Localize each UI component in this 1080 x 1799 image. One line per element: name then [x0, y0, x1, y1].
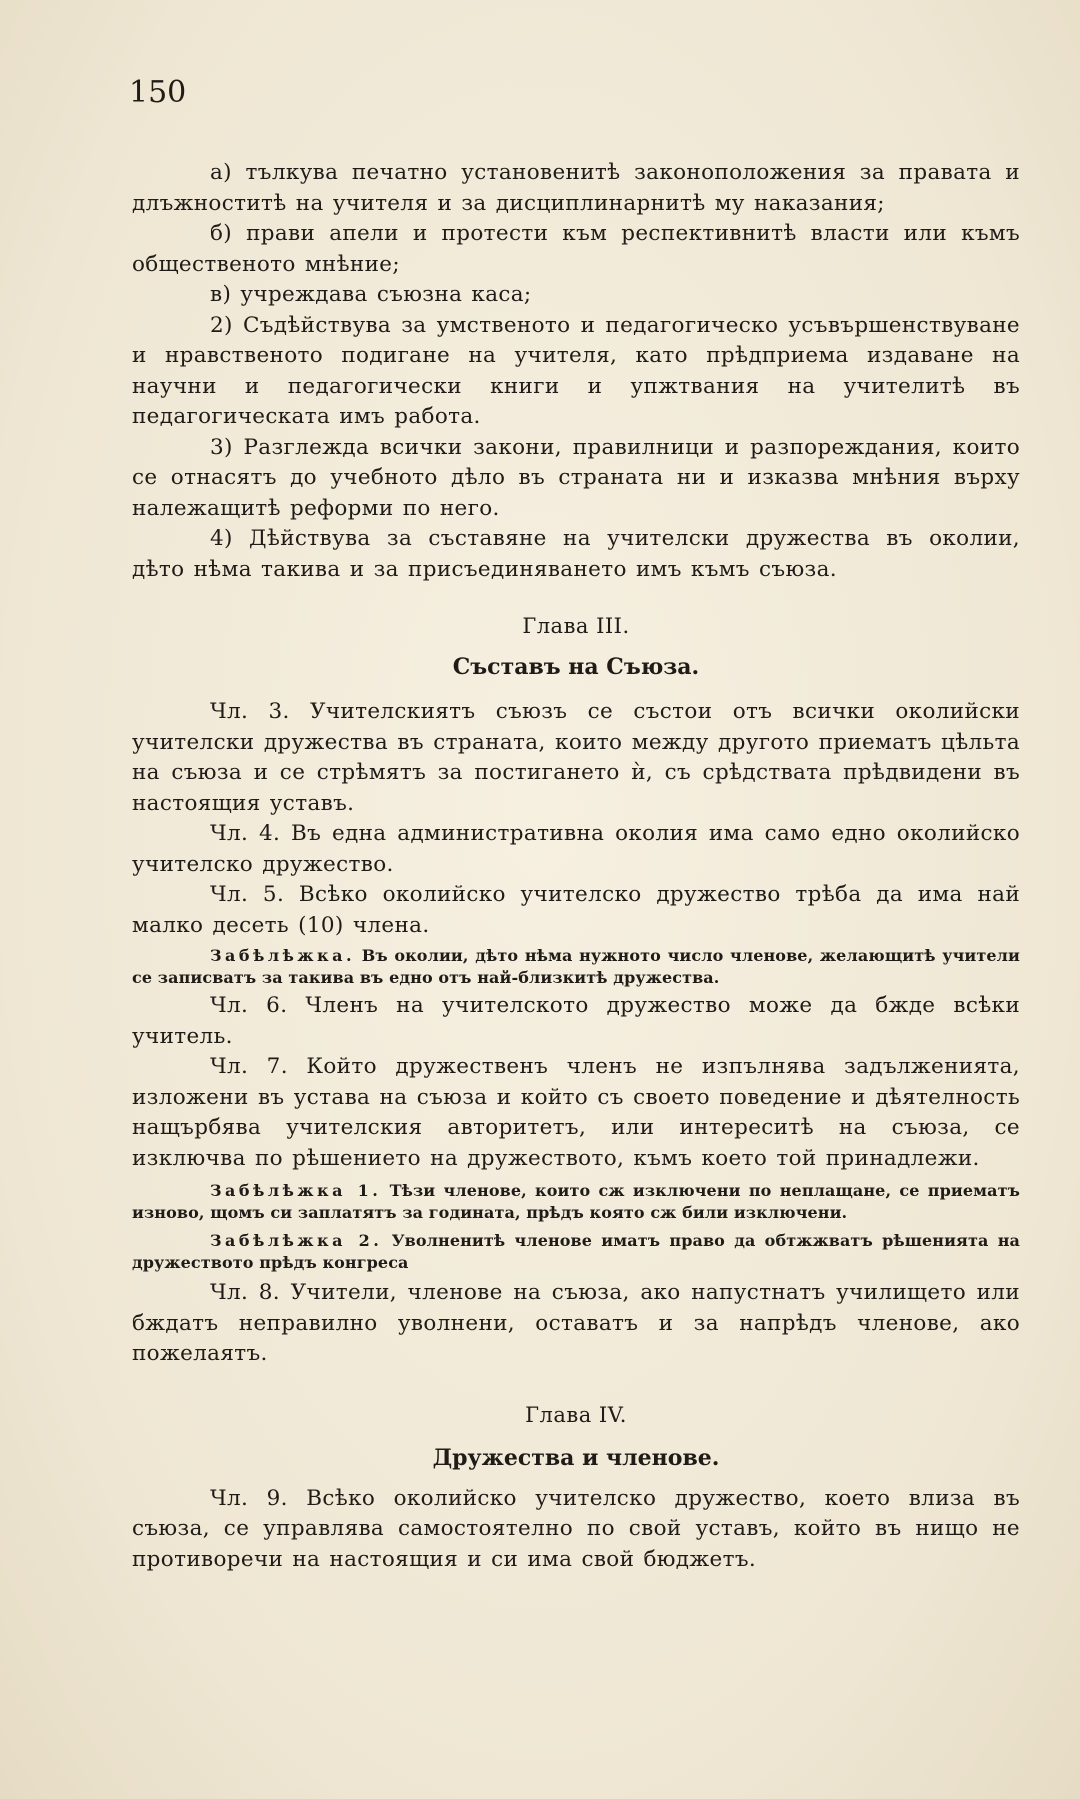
paragraph-item-3: 3) Разглежда всички закони, правилници и разпореждания, които се отнасятъ до учебното дѣло въ страната ни и изказва мнѣния върху належащитѣ реформи по него. — [132, 434, 1020, 521]
article-7: Чл. 7. Който дружественъ членъ не изпълнява задълженията, изложени въ устава на съюза и който съ своето поведение и дѣятелность нащърбява учителския авторитетъ, или интереситѣ на съюза, се изключва по рѣшението на дружеството, къмъ което той принадлежи. — [132, 1054, 1020, 1171]
note-1-article-7 — [132, 1180, 1020, 1224]
note-text: Уволненитѣ членове иматъ право да обтжжватъ рѣшенията на дружеството прѣдъ конгреса — [132, 1231, 1020, 1272]
paragraph-item-2: 2) Съдѣйствува за умственото и педагогическо усъвършенствуване и нравственото подигане на учителя, като прѣдприема издаване на научни и педагогически книги и упжтвания на учителитѣ въ педагогическата имъ работа. — [132, 312, 1020, 429]
page-number: 150 — [129, 75, 187, 110]
note-label: Забѣлѣжка. — [210, 946, 356, 965]
chapter-3-heading: Глава III. — [522, 614, 630, 638]
chapter-3-title: Съставъ на Съюза. — [452, 654, 700, 680]
note-article-5 — [132, 945, 1020, 989]
article-6: Чл. 6. Членъ на учителското дружество може да бжде всѣки учитель. — [132, 993, 1020, 1049]
article-5: Чл. 5. Всѣко околийско учителско дружество трѣба да има най малко десеть (10) члена. — [132, 882, 1020, 938]
note-label: Забѣлѣжка 1. — [210, 1181, 382, 1200]
article-9: Чл. 9. Всѣко околийско учителско дружество, което влиза въ съюза, се управлява самостоятелно по свой уставъ, който въ нищо не противоречи на настоящия и си има свой бюджетъ. — [132, 1485, 1020, 1572]
article-3: Чл. 3. Учителскиятъ съюзъ се състои отъ всички околийски учителски дружества въ страната, които между другото приематъ цѣльта на съюза и се стрѣмятъ за постигането ѝ, съ срѣдствата прѣдвидени въ настоящия уставъ. — [132, 699, 1020, 816]
note-text: Тѣзи членове, които сж изключени по неплащане, се приематъ изново, щомъ си заплатятъ за годината, прѣдъ която сж били изключени. — [132, 1181, 1021, 1222]
article-8: Чл. 8. Учители, членове на съюза, ако напустнатъ училището или бждатъ неправилно уволнени, оставатъ и за напрѣдъ членове, ако пожелаятъ. — [132, 1280, 1020, 1366]
chapter-4-title: Дружества и членове. — [432, 1444, 720, 1471]
chapter-4-heading: Глава IV. — [525, 1402, 627, 1427]
text-column — [132, 158, 1020, 1575]
paragraph-item-b: б) прави апели и протести към респективнитѣ власти или къмъ общественото мнѣние; — [132, 221, 1020, 277]
note-2-article-7 — [132, 1230, 1020, 1274]
paragraph-item-v: в) учреждава съюзна каса; — [210, 282, 532, 307]
paragraph-item-4: 4) Дѣйствува за съставяне на учителски дружества въ околии, дѣто нѣма такива и за присъединяването имъ къмъ съюза. — [132, 526, 1020, 582]
article-4: Чл. 4. Въ една административна околия има само едно околийско учителско дружество. — [132, 821, 1020, 877]
note-text: Въ околии, дѣто нѣма нужното число членове, желающитѣ учители се записватъ за такива въ едно отъ най-близкитѣ дружества. — [132, 946, 1020, 987]
note-label: Забѣлѣжка 2. — [210, 1231, 383, 1250]
paragraph-item-a: а) тълкува печатно установенитѣ законоположения за правата и длъжноститѣ на учителя и за дисциплинарнитѣ му наказания; — [132, 160, 1020, 216]
